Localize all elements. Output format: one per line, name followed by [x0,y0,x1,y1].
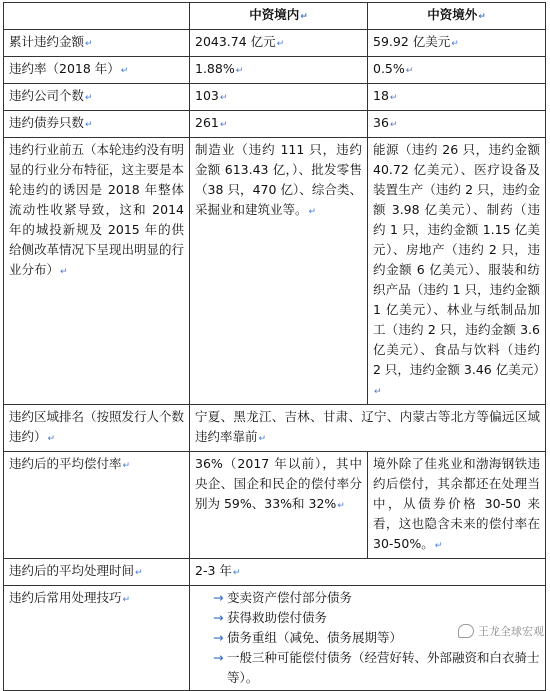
return-mark-icon: ↵ [47,434,56,444]
return-mark-icon: ↵ [434,541,443,551]
cell-overseas: 18↵ [368,84,546,111]
return-mark-icon: ↵ [374,387,382,397]
row-label: 违约行业前五（本轮违约没有明显的行业分布特征，这主要是本轮违约的诱因是 2018 年整体流动性收紧导致，这和 2014 年的城投新规及 2015 年的供给侧改革情况下呈现出明显的行业分布）↵ [4,138,190,405]
cell-overseas: 59.92 亿美元↵ [368,30,546,57]
cell-domestic: 制造业（违约 111 只，违约金额 613.43 亿，）、批发零售（38 只，470 亿）、综合类、采掘业和建筑业等。↵ [190,138,368,405]
row-label: 违约后的平均处理时间↵ [4,559,190,586]
table-row [4,57,546,84]
table-row [4,111,546,138]
list-item: → 变卖资产偿付部分债务 [213,588,540,608]
arrow-right-icon: → [213,650,224,665]
row-label: 违约公司个数↵ [4,84,190,111]
table-row [4,405,546,452]
wechat-icon [458,624,474,638]
table-row [4,559,546,586]
table-row [4,138,546,405]
watermark-text: 王龙全球宏观 [478,625,544,638]
return-mark-icon: ↵ [478,12,486,22]
list-item: → 一般三种可能偿付债务（经营好转、外部融资和白衣骑士等）。 [213,650,540,685]
return-mark-icon: ↵ [389,120,398,130]
return-mark-icon: ↵ [235,66,244,76]
return-mark-icon: ↵ [219,93,228,103]
return-mark-icon: ↵ [135,568,143,578]
row-label: 违约债券只数↵ [4,111,190,138]
row-label: 累计违约金额↵ [4,30,190,57]
return-mark-icon: ↵ [308,207,317,217]
cell-domestic: 1.88%↵ [190,57,368,84]
table-header-row [4,3,546,30]
row-label: 违约区域排名（按照发行人个数违约）↵ [4,405,190,452]
row-label: 违约率（2018 年）↵ [4,57,190,84]
table-row [4,452,546,559]
return-mark-icon: ↵ [389,93,398,103]
cell-merged: 宁夏、黑龙江、吉林、甘肃、辽宁、内蒙古等北方等偏远区域违约率靠前↵ [190,405,546,452]
return-mark-icon: ↵ [258,434,267,444]
header-overseas: 中资境外↵ [368,3,546,30]
arrow-right-icon: → [213,630,224,645]
watermark [458,623,544,639]
row-label: 违约后的平均偿付率↵ [4,452,190,559]
return-mark-icon: ↵ [122,595,131,605]
cell-overseas: 能源（违约 26 只，违约金额 40.72 亿美元）、医疗设备及装置生产（违约 2 只，违约金额 3.98 亿美元）、制药（违约 1 只，违约金额 1.15 亿美元）、房地产（违约 2 只，违约金额 6 亿美元）、服装和纺织产品（违约 1 只，违约金额 1 亿美元）、林业与纸制品加工（违约 2 只，违约金额 3.6 亿美元）、食品与饮料（违约 2 只，违约金额 3.46 亿美元）↵ [368,138,546,405]
list-item: → 债务重组（减免、债务展期等） [213,628,540,648]
return-mark-icon: ↵ [300,12,308,22]
cell-overseas: 36↵ [368,111,546,138]
cell-merged: 2-3 年↵ [190,559,546,586]
return-mark-icon: ↵ [276,39,285,49]
cell-overseas: 0.5%↵ [368,57,546,84]
return-mark-icon: ↵ [451,39,459,49]
return-mark-icon: ↵ [60,267,68,277]
cell-overseas: 境外除了佳兆业和渤海钢铁违约后偿付，其余都还在处理当中，从债券价格 30-50 来看，这也隐含未来的偿付率在 30-50%。↵ [368,452,546,559]
cell-domestic: 103↵ [190,84,368,111]
table-row [4,84,546,111]
table-row [4,30,546,57]
return-mark-icon: ↵ [219,120,228,130]
return-mark-icon: ↵ [85,120,93,130]
arrow-right-icon: → [213,610,224,625]
return-mark-icon: ↵ [85,39,93,49]
return-mark-icon: ↵ [85,93,93,103]
list-item: → 获得救助偿付债务 [213,608,540,628]
return-mark-icon: ↵ [232,568,241,578]
return-mark-icon: ↵ [337,501,345,511]
return-mark-icon: ↵ [122,461,131,471]
arrow-right-icon: → [213,590,224,605]
cell-domestic: 261↵ [190,111,368,138]
return-mark-icon: ↵ [120,66,129,76]
row-label: 违约后常用处理技巧↵ [4,586,190,691]
cell-domestic: 2043.74 亿元↵ [190,30,368,57]
return-mark-icon: ↵ [405,66,414,76]
header-empty-cell [4,3,190,30]
cell-domestic: 36%（2017 年以前），其中央企、国企和民企的偿付率分别为 59%、33%和 32%↵ [190,452,368,559]
header-domestic: 中资境内↵ [190,3,368,30]
default-comparison-table [3,2,546,691]
